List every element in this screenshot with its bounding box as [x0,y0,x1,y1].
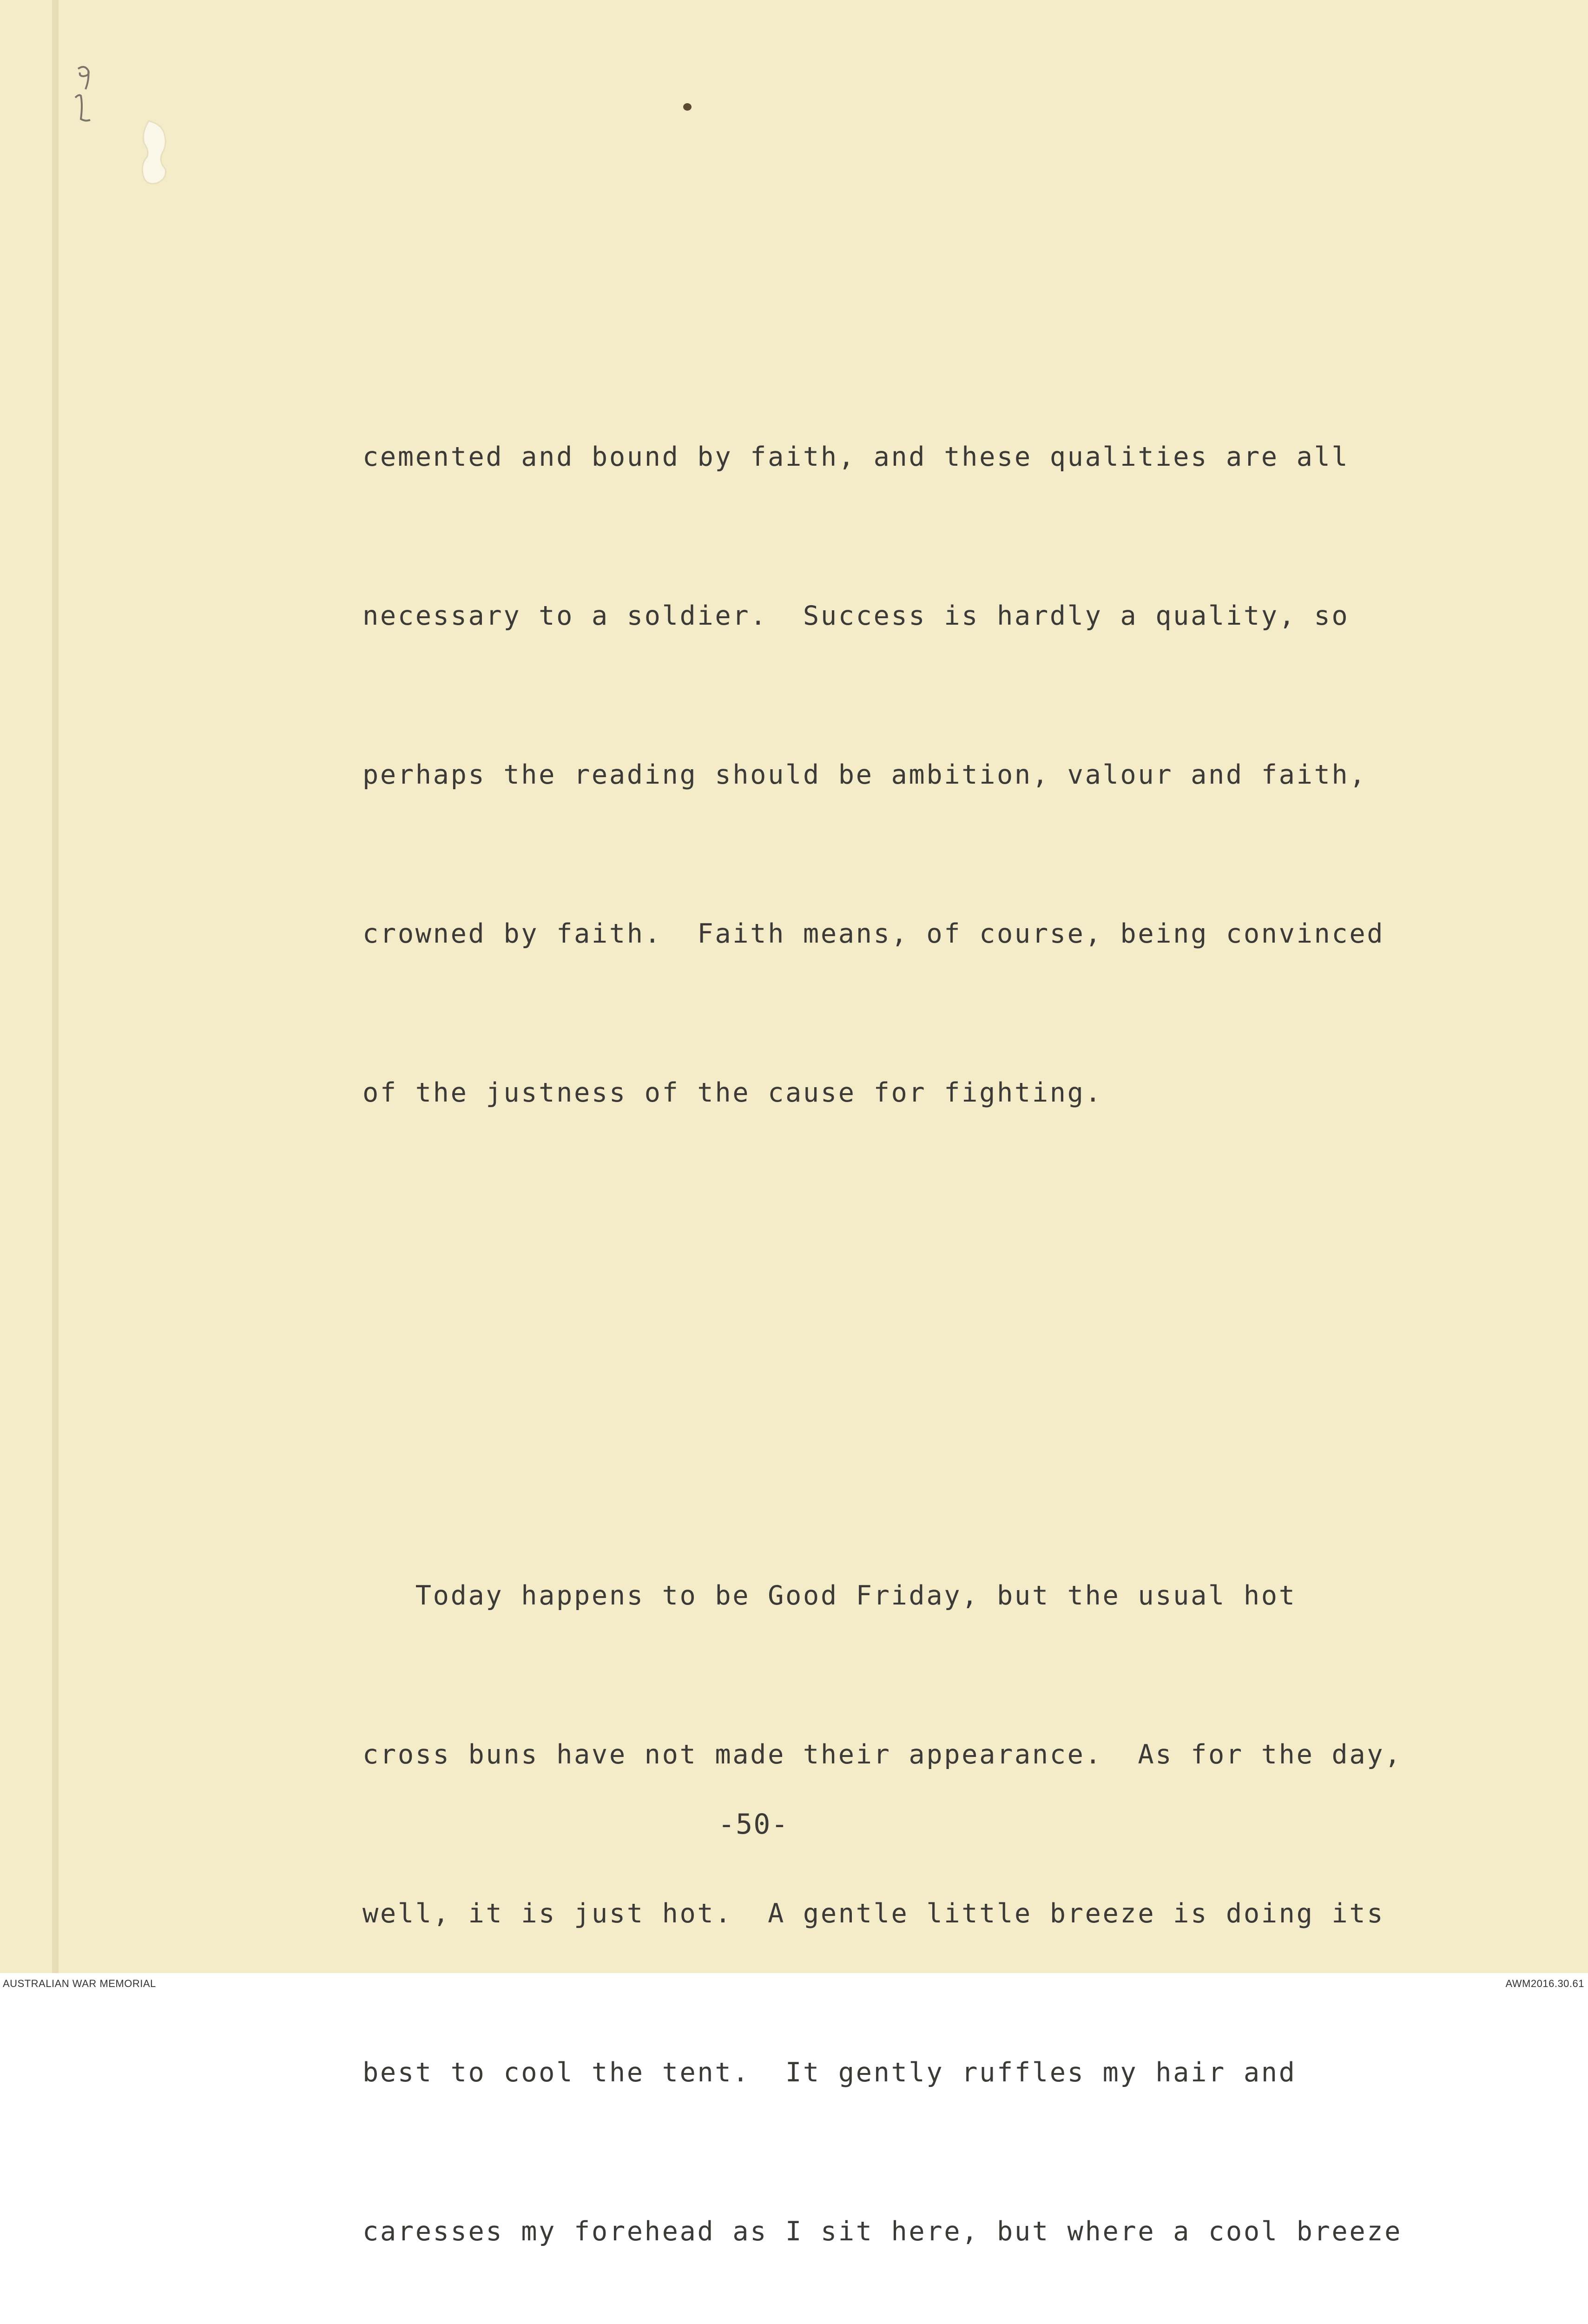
text-line: cross buns have not made their appearance. As for the day, [362,1739,1403,1770]
paragraph-gap [362,1331,1455,1357]
text-line: caresses my forehead as I sit here, but where a cool breeze [362,2216,1403,2247]
text-line: perhaps the reading should be ambition, valour and faith, [362,759,1367,790]
paper-left-edge [52,0,59,1973]
footer-institution: AUSTRALIAN WAR MEMORIAL [3,1978,156,1989]
text-line: well, it is just hot. A gentle little breeze is doing its [362,1898,1385,1929]
text-line: necessary to a soldier. Success is hardly a quality, so [362,601,1350,631]
page-number: -50- [718,1808,789,1841]
text-line: crowned by faith. Faith means, of course, being convinced [362,918,1385,949]
footer-accession-number: AWM2016.30.61 [1505,1978,1584,1989]
pencil-annotation [69,60,97,130]
ink-spot [683,103,692,111]
typed-text-body [362,218,1455,2324]
text-line: best to cool the tent. It gently ruffles my hair and [362,2057,1297,2088]
text-line: cemented and bound by faith, and these qualities are all [362,442,1350,472]
text-line: Today happens to be Good Friday, but the usual hot [362,1580,1297,1611]
torn-hole [135,116,177,195]
text-line: of the justness of the cause for fighting. [362,1077,1103,1108]
paragraph [362,1463,1455,2324]
paragraph [362,324,1455,1225]
